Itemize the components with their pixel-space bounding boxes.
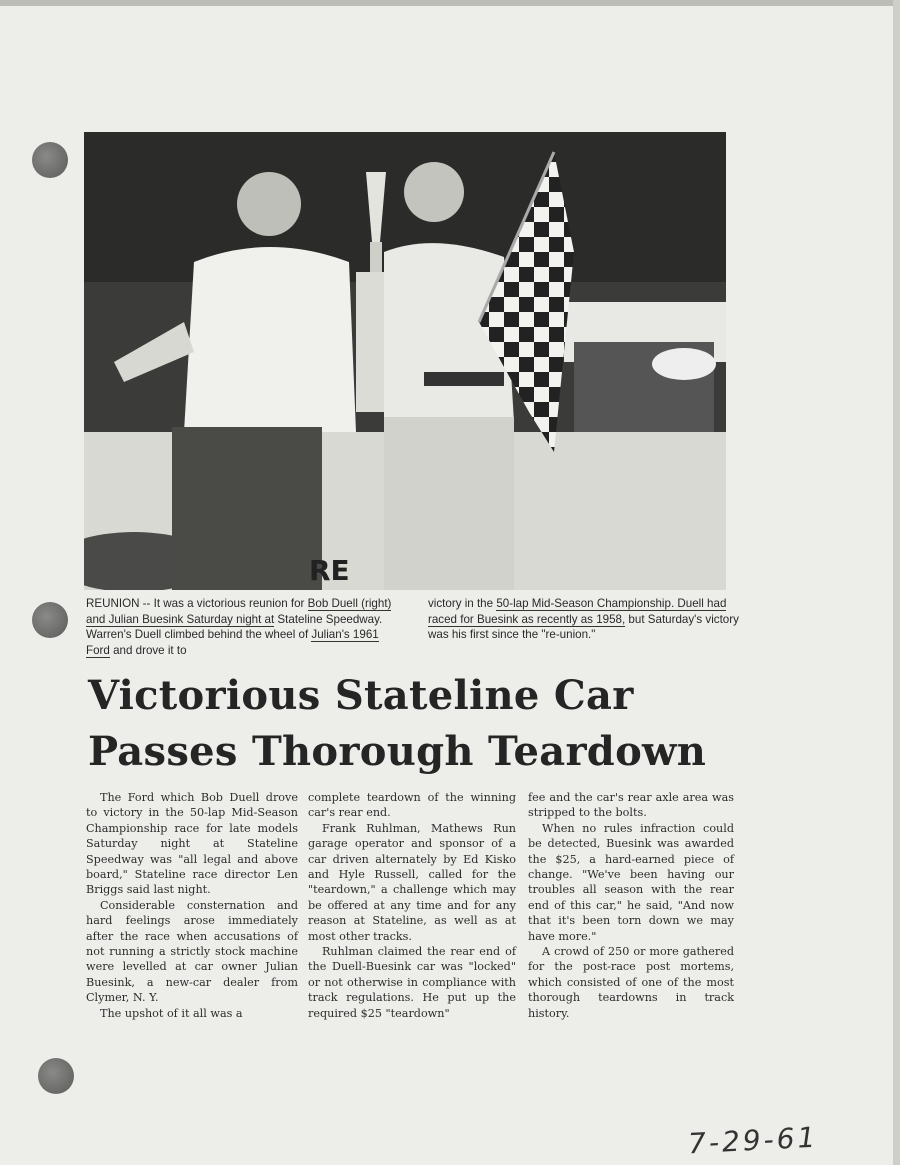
article-column-1 [86,790,298,1021]
photo-illustration [84,132,726,590]
headline-line-2: Passes Thorough Teardown [88,728,707,775]
handwritten-date: 7-29-61 [687,1120,820,1161]
article-paragraph: The upshot of it all was a [100,1006,243,1020]
caption-left-part-3: Stateline Speedway. Warren's Duell climbed behind the wheel of [86,612,383,641]
headline-line-1: Victorious Stateline Car [88,672,634,719]
article-paragraph: Frank Ruhlman, Mathews Run garage operator and sponsor of a car driven alternately by Ed Kisko and Hyle Russell, called for the "teardown," a challenge which may be offered at any time and for any reason at Stateline, as well as at most other tracks. [308,821,516,943]
photo-caption-left [86,596,392,658]
binder-hole-middle [32,602,68,638]
photo-car-lettering: RE [309,554,350,587]
article-paragraph: Considerable consternation and hard feelings arose immediately after the race when accusations of not running a strictly stock machine were levelled at car owner Julian Buesink, a new-car dealer from Clymer, N. Y. [86,898,298,1005]
photo-caption-right [428,596,740,643]
caption-right-part-1: victory in the [428,597,497,610]
article-column-3 [528,790,734,1021]
article-paragraph: When no rules infraction could be detected, Buesink was awarded the $25, a hard-earned piece of change. "We've been having our troubles all season with the rear end of this car," he said, "And now that it's been torn down we may have more." [528,821,734,943]
binder-hole-bottom [38,1058,74,1094]
caption-left-part-1: REUNION -- It was a victorious reunion for [86,597,308,610]
page-right-edge [893,0,900,1165]
page-top-edge [0,0,900,6]
article-column-2 [308,790,516,1021]
caption-left-part-4: Julian's 1961 Ford [86,628,379,657]
binder-hole-top [32,142,68,178]
article-paragraph: The Ford which Bob Duell drove to victory in the 50-lap Mid-Season Championship race for late models Saturday night at Stateline Speedway was "all legal and above board," Stateline race director Len Briggs said last night. [86,791,298,897]
caption-right-part-3: but Saturday's victory was his first since the "re-union." [428,612,739,641]
caption-right-part-2: 50-lap Mid-Season Championship. Duell had raced for Buesink as recently as 1958, [428,597,727,626]
newspaper-photo [84,132,726,590]
article-paragraph: A crowd of 250 or more gathered for the post-race post mortems, which consisted of one of the most thorough teardowns in track history. [528,945,734,1020]
article-paragraph: complete teardown of the winning car's rear end. [308,791,516,820]
caption-left-part-2: Bob Duell (right) and Julian Buesink Saturday night at [86,597,392,626]
article-paragraph: fee and the car's rear axle area was stripped to the bolts. [528,791,734,820]
article-paragraph: Ruhlman claimed the rear end of the Duell-Buesink car was "locked" or not otherwise in compliance with track regulations. He put up the required $25 "teardown" [308,945,516,1020]
caption-left-part-5: and drove it to [109,643,187,657]
